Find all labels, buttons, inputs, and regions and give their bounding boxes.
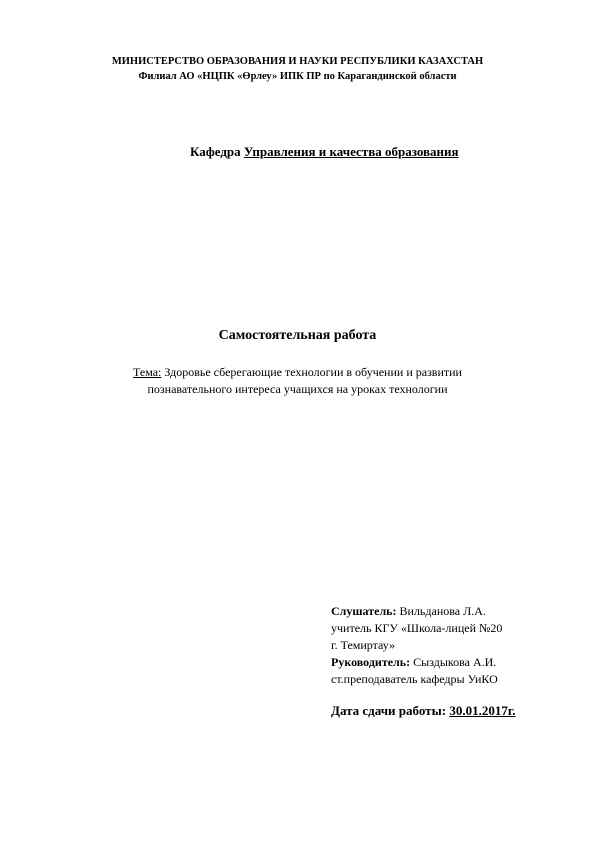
submission-line <box>331 703 516 719</box>
student-label: Слушатель: <box>331 604 397 618</box>
topic-line-1 <box>0 364 595 380</box>
supervisor-line <box>331 654 496 671</box>
student-name: Вильданова Л.А. <box>399 604 486 618</box>
supervisor-name: Сыздыкова А.И. <box>413 655 497 669</box>
topic-label: Тема: <box>133 365 162 379</box>
submission-date: 30.01.2017г. <box>449 703 516 718</box>
student-position-2: г. Темиртау» <box>331 638 396 652</box>
branch-heading: Филиал АО «НЦПК «Өрлеу» ИПК ПР по Карагандинской области <box>138 71 457 82</box>
topic-text-1: Здоровье сберегающие технологии в обучении и развитии <box>164 365 462 379</box>
department-label: Кафедра <box>190 144 241 159</box>
topic-line-2: познавательного интереса учащихся на уроках технологии <box>147 382 448 396</box>
supervisor-label: Руководитель: <box>331 655 411 669</box>
student-line <box>331 603 486 620</box>
department-line <box>190 144 459 160</box>
work-title: Самостоятельная работа <box>218 328 377 343</box>
student-position-1: учитель КГУ «Школа-лицей №20 <box>331 621 503 635</box>
department-name: Управления и качества образования <box>243 144 459 159</box>
submission-label: Дата сдачи работы: <box>331 703 447 718</box>
supervisor-position: ст.преподаватель кафедры УиКО <box>331 672 498 686</box>
ministry-heading: МИНИСТЕРСТВО ОБРАЗОВАНИЯ И НАУКИ РЕСПУБЛИКИ КАЗАХСТАН <box>111 56 484 67</box>
